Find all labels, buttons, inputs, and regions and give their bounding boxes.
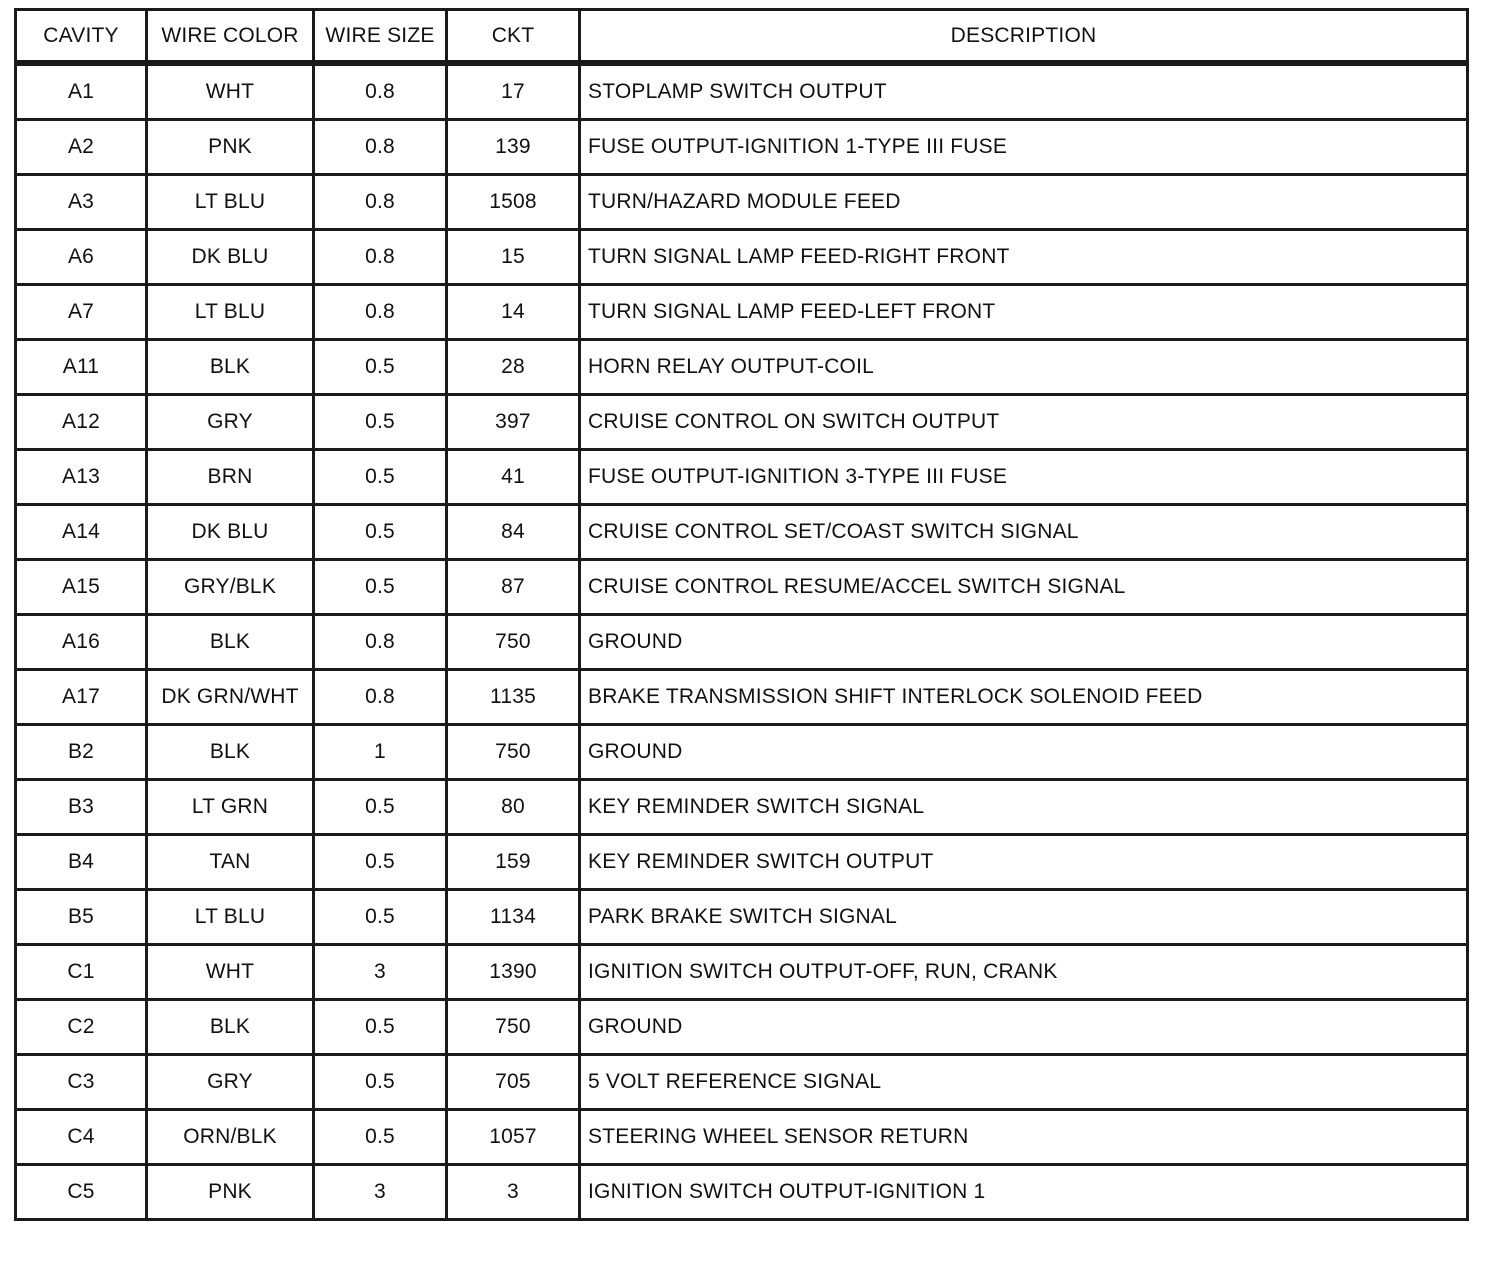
table-row <box>16 63 1468 120</box>
table-row <box>16 670 1468 725</box>
cell-ckt: 1135 <box>447 670 580 725</box>
table-row <box>16 945 1468 1000</box>
cell-ckt: 139 <box>447 120 580 175</box>
cell-wire-color: LT BLU <box>147 890 314 945</box>
cell-wire-color: BLK <box>147 725 314 780</box>
cell-description: FUSE OUTPUT-IGNITION 3-TYPE III FUSE <box>580 450 1468 505</box>
connector-pinout-table <box>14 8 1469 1221</box>
cell-wire-size: 0.8 <box>314 230 447 285</box>
cell-wire-color: PNK <box>147 120 314 175</box>
cell-cavity: A14 <box>16 505 147 560</box>
cell-wire-color: BLK <box>147 1000 314 1055</box>
table-row <box>16 1055 1468 1110</box>
cell-ckt: 15 <box>447 230 580 285</box>
cell-wire-color: DK BLU <box>147 505 314 560</box>
cell-wire-color: TAN <box>147 835 314 890</box>
cell-cavity: A1 <box>16 63 147 120</box>
cell-wire-color: GRY/BLK <box>147 560 314 615</box>
cell-ckt: 1508 <box>447 175 580 230</box>
cell-description: FUSE OUTPUT-IGNITION 1-TYPE III FUSE <box>580 120 1468 175</box>
header-wire-size: WIRE SIZE <box>314 10 447 64</box>
header-row <box>16 10 1468 64</box>
table-row <box>16 890 1468 945</box>
table-body <box>16 63 1468 1220</box>
cell-cavity: A7 <box>16 285 147 340</box>
cell-wire-size: 3 <box>314 1165 447 1220</box>
cell-cavity: A11 <box>16 340 147 395</box>
cell-description: TURN/HAZARD MODULE FEED <box>580 175 1468 230</box>
cell-ckt: 87 <box>447 560 580 615</box>
cell-description: PARK BRAKE SWITCH SIGNAL <box>580 890 1468 945</box>
cell-wire-color: DK BLU <box>147 230 314 285</box>
cell-cavity: A17 <box>16 670 147 725</box>
cell-description: STOPLAMP SWITCH OUTPUT <box>580 63 1468 120</box>
cell-ckt: 41 <box>447 450 580 505</box>
cell-wire-size: 0.5 <box>314 1055 447 1110</box>
cell-wire-color: LT BLU <box>147 175 314 230</box>
cell-ckt: 750 <box>447 1000 580 1055</box>
table-row <box>16 120 1468 175</box>
cell-description: BRAKE TRANSMISSION SHIFT INTERLOCK SOLENOID FEED <box>580 670 1468 725</box>
table-row <box>16 230 1468 285</box>
cell-ckt: 750 <box>447 615 580 670</box>
table-row <box>16 780 1468 835</box>
cell-wire-color: WHT <box>147 63 314 120</box>
cell-cavity: A6 <box>16 230 147 285</box>
table-header <box>16 10 1468 64</box>
cell-wire-color: BRN <box>147 450 314 505</box>
cell-wire-size: 0.8 <box>314 670 447 725</box>
table-row <box>16 505 1468 560</box>
cell-wire-size: 0.8 <box>314 285 447 340</box>
cell-description: TURN SIGNAL LAMP FEED-RIGHT FRONT <box>580 230 1468 285</box>
cell-description: IGNITION SWITCH OUTPUT-IGNITION 1 <box>580 1165 1468 1220</box>
cell-cavity: B3 <box>16 780 147 835</box>
cell-wire-size: 0.5 <box>314 1110 447 1165</box>
cell-description: KEY REMINDER SWITCH SIGNAL <box>580 780 1468 835</box>
cell-description: CRUISE CONTROL RESUME/ACCEL SWITCH SIGNAL <box>580 560 1468 615</box>
cell-wire-size: 0.5 <box>314 450 447 505</box>
header-description: DESCRIPTION <box>580 10 1468 64</box>
cell-wire-color: BLK <box>147 615 314 670</box>
cell-description: STEERING WHEEL SENSOR RETURN <box>580 1110 1468 1165</box>
cell-ckt: 750 <box>447 725 580 780</box>
cell-ckt: 1134 <box>447 890 580 945</box>
cell-ckt: 3 <box>447 1165 580 1220</box>
cell-description: KEY REMINDER SWITCH OUTPUT <box>580 835 1468 890</box>
table-row <box>16 450 1468 505</box>
cell-cavity: A15 <box>16 560 147 615</box>
cell-ckt: 84 <box>447 505 580 560</box>
cell-wire-size: 0.5 <box>314 340 447 395</box>
cell-cavity: C2 <box>16 1000 147 1055</box>
cell-wire-color: BLK <box>147 340 314 395</box>
cell-wire-size: 0.8 <box>314 120 447 175</box>
cell-cavity: A12 <box>16 395 147 450</box>
cell-cavity: A2 <box>16 120 147 175</box>
cell-cavity: C5 <box>16 1165 147 1220</box>
cell-description: CRUISE CONTROL SET/COAST SWITCH SIGNAL <box>580 505 1468 560</box>
cell-wire-color: DK GRN/WHT <box>147 670 314 725</box>
table-row <box>16 1110 1468 1165</box>
cell-wire-color: LT BLU <box>147 285 314 340</box>
cell-wire-size: 0.5 <box>314 780 447 835</box>
header-ckt: CKT <box>447 10 580 64</box>
cell-wire-size: 0.5 <box>314 560 447 615</box>
cell-description: GROUND <box>580 725 1468 780</box>
table-row <box>16 725 1468 780</box>
table-row <box>16 175 1468 230</box>
cell-description: TURN SIGNAL LAMP FEED-LEFT FRONT <box>580 285 1468 340</box>
cell-wire-color: GRY <box>147 395 314 450</box>
cell-ckt: 159 <box>447 835 580 890</box>
cell-ckt: 14 <box>447 285 580 340</box>
cell-cavity: C3 <box>16 1055 147 1110</box>
table-row <box>16 1165 1468 1220</box>
cell-wire-size: 0.5 <box>314 890 447 945</box>
cell-wire-color: WHT <box>147 945 314 1000</box>
cell-description: IGNITION SWITCH OUTPUT-OFF, RUN, CRANK <box>580 945 1468 1000</box>
cell-wire-size: 0.5 <box>314 395 447 450</box>
cell-cavity: A16 <box>16 615 147 670</box>
cell-description: 5 VOLT REFERENCE SIGNAL <box>580 1055 1468 1110</box>
cell-ckt: 28 <box>447 340 580 395</box>
cell-wire-size: 0.5 <box>314 1000 447 1055</box>
cell-ckt: 1057 <box>447 1110 580 1165</box>
cell-ckt: 705 <box>447 1055 580 1110</box>
cell-cavity: A13 <box>16 450 147 505</box>
cell-cavity: C1 <box>16 945 147 1000</box>
cell-cavity: A3 <box>16 175 147 230</box>
cell-wire-color: ORN/BLK <box>147 1110 314 1165</box>
cell-wire-color: GRY <box>147 1055 314 1110</box>
table-row <box>16 285 1468 340</box>
cell-wire-size: 3 <box>314 945 447 1000</box>
table-row <box>16 615 1468 670</box>
header-cavity: CAVITY <box>16 10 147 64</box>
cell-wire-color: LT GRN <box>147 780 314 835</box>
cell-wire-size: 0.8 <box>314 175 447 230</box>
cell-description: GROUND <box>580 1000 1468 1055</box>
connector-pinout-document <box>14 8 1466 1221</box>
cell-wire-size: 0.8 <box>314 63 447 120</box>
cell-wire-size: 0.5 <box>314 505 447 560</box>
cell-wire-size: 0.5 <box>314 835 447 890</box>
table-row <box>16 340 1468 395</box>
table-row <box>16 395 1468 450</box>
cell-ckt: 397 <box>447 395 580 450</box>
cell-cavity: B4 <box>16 835 147 890</box>
cell-cavity: B5 <box>16 890 147 945</box>
cell-ckt: 80 <box>447 780 580 835</box>
cell-wire-color: PNK <box>147 1165 314 1220</box>
table-row <box>16 1000 1468 1055</box>
cell-description: CRUISE CONTROL ON SWITCH OUTPUT <box>580 395 1468 450</box>
cell-cavity: B2 <box>16 725 147 780</box>
cell-description: GROUND <box>580 615 1468 670</box>
table-row <box>16 560 1468 615</box>
cell-cavity: C4 <box>16 1110 147 1165</box>
cell-wire-size: 0.8 <box>314 615 447 670</box>
table-row <box>16 835 1468 890</box>
cell-ckt: 1390 <box>447 945 580 1000</box>
cell-ckt: 17 <box>447 63 580 120</box>
cell-wire-size: 1 <box>314 725 447 780</box>
header-wire-color: WIRE COLOR <box>147 10 314 64</box>
cell-description: HORN RELAY OUTPUT-COIL <box>580 340 1468 395</box>
